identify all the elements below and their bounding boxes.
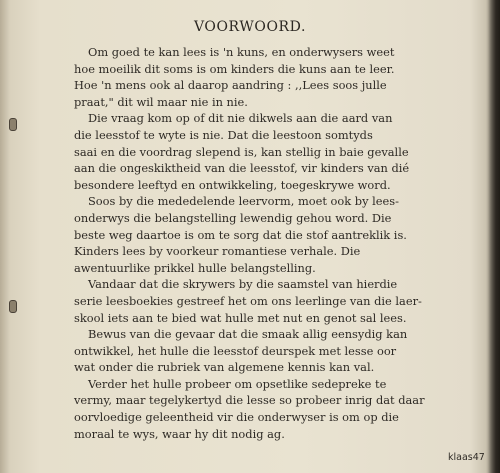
text-line: saai en die voordrag slepend is, kan stellig in baie gevalle xyxy=(74,144,409,159)
text-line: besondere leeftyd en ontwikkeling, toegeskrywe word. xyxy=(74,177,391,192)
staple-bottom xyxy=(9,300,17,313)
preface-text xyxy=(74,44,452,442)
text-line: Om goed te kan lees is 'n kuns, en onderwysers weet xyxy=(88,45,395,59)
text-line: hoe moeilik dit soms is om kinders die kuns aan te leer. xyxy=(74,61,395,76)
text-line: Kinders lees by voorkeur romantiese verhale. Die xyxy=(74,244,361,259)
text-line: die leesstof te wyte is nie. Dat die leestoon somtyds xyxy=(74,127,373,142)
page-edge-shadow xyxy=(486,0,500,473)
text-line: Bewus van die gevaar dat die smaak allig eensydig kan xyxy=(88,327,408,342)
text-line: wat onder die rubriek van algemene kennis kan val. xyxy=(74,360,375,375)
text-line: beste weg daartoe is om te sorg dat die stof aantreklik is. xyxy=(74,227,407,242)
watermark: klaas47 xyxy=(448,452,485,463)
staple-top xyxy=(9,118,17,131)
text-line: vermy, maar tegelykertyd die lesse so probeer inrig dat daar xyxy=(74,393,425,408)
text-line: serie leesboekies gestreef het om ons leerlinge van die laer- xyxy=(74,293,422,308)
text-line: ontwikkel, het hulle die leesstof deurspek met lesse oor xyxy=(74,343,397,358)
text-line: Vandaar dat die skrywers by die saamstel van hierdie xyxy=(88,277,398,292)
text-line: Verder het hulle probeer om opsetlike sedepreke te xyxy=(88,376,387,391)
text-line: aan die ongeskiktheid van die leesstof, vir kinders van dié xyxy=(74,161,410,176)
text-line: Soos by die mededelende leervorm, moet ook by lees- xyxy=(88,194,399,209)
text-line: Die vraag kom op of dit nie dikwels aan die aard van xyxy=(88,111,393,126)
text-line: oorvloedige geleentheid vir die onderwyser is om op die xyxy=(74,410,399,425)
page-title: VOORWOORD. xyxy=(193,19,307,35)
text-line: awentuurlike prikkel hulle belangstelling. xyxy=(74,260,316,275)
text-line: skool iets aan te bied wat hulle met nut en genot sal lees. xyxy=(74,310,407,325)
text-line: Hoe 'n mens ook al daarop aandring : ,,Lees soos julle xyxy=(74,78,387,93)
text-line: moraal te wys, waar hy dit nodig ag. xyxy=(74,426,285,441)
text-line: praat," dit wil maar nie in nie. xyxy=(74,94,248,109)
text-line: onderwys die belangstelling lewendig gehou word. Die xyxy=(74,210,392,225)
